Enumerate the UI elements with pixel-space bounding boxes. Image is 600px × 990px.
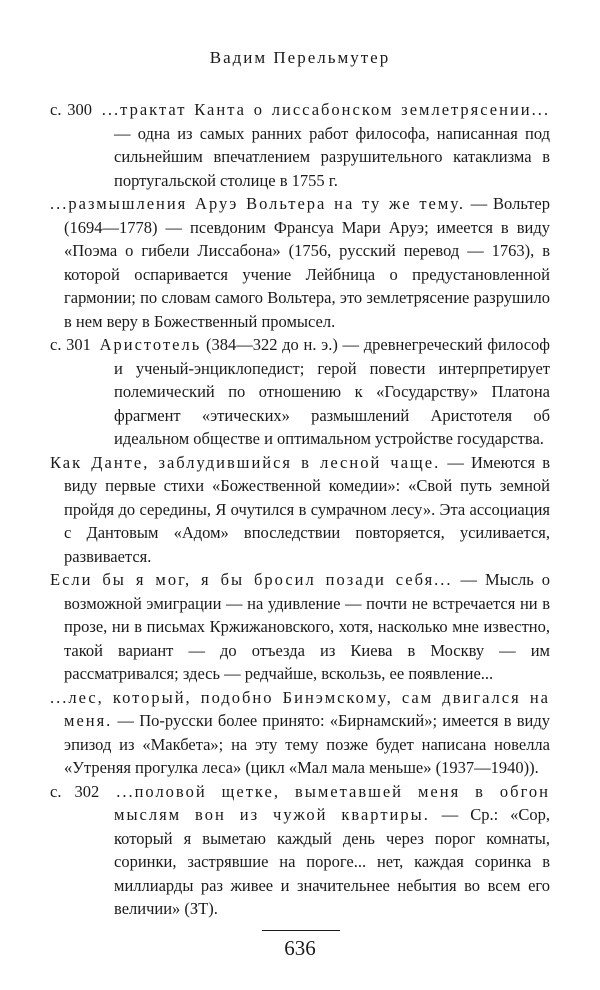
- note-entry: [50, 451, 550, 569]
- note-lemma: ...трактат Канта о лиссабонском землетрясении...: [101, 100, 550, 119]
- note-lemma: Если бы я мог, я бы бросил позади себя...: [50, 570, 453, 589]
- note-page-ref: с. 301: [50, 335, 91, 354]
- note-entry: [50, 686, 550, 780]
- note-entry: [50, 568, 550, 686]
- note-page-ref: с. 302: [50, 781, 100, 801]
- note-commentary: — Имеются в виду первые стихи «Божественной комедии»: «Свой путь земной пройдя до середины, Я очутился в сумрачном лесу». Эта ассоциация с Дантовым «Адом» впоследствии повторяется, усиливается, развивается.: [64, 452, 551, 566]
- note-commentary: — По-русски более принято: «Бирнамский»; имеется в виду эпизод из «Макбета»; на эту тему позже будет написана новелла «Утреняя прогулка леса» (цикл «Мал мала меньше» (1937—1940)).: [64, 711, 550, 777]
- note-lemma: Как Данте, заблудившийся в лесной чаще.: [50, 452, 441, 472]
- note-lemma: ...лес, который, подобно Бинэмскому, сам двигался на меня.: [50, 687, 550, 730]
- note-entry: [50, 192, 550, 333]
- note-entry: [50, 780, 550, 921]
- note-entry: [50, 98, 550, 192]
- folio-rule: [262, 930, 340, 931]
- note-lemma: Аристотель: [99, 335, 202, 354]
- note-commentary: — Ср.: «Сор, который я выметаю каждый день через порог комнаты, соринки, застрявшие на пороге... нет, каждая соринка в миллиарды раз живее и значительнее небытия во всем его величии» (ЗТ).: [114, 805, 550, 918]
- note-commentary: — Мысль о возможной эмиграции — на удивление — почти не встречается ни в прозе, ни в письмах Кржижановского, хотя, насколько мне известно, такой вариант — до отъезда из Киева в Москву — им рассматривался; здесь — редчайше, вскользь, ее появление...: [64, 570, 550, 683]
- note-commentary: — Вольтер (1694—1778) — псевдоним Франсуа Мари Аруэ; имеется в виду «Поэма о гибели Лиссабона» (1756, русский перевод — 1763), в которой оспаривается учение Лейбница о предустановленной гармонии; по словам самого Вольтера, это землетрясение разрушило в нем веру в Божественный промысел.: [64, 194, 550, 331]
- running-head: Вадим Перельмутер: [209, 48, 391, 67]
- note-entry: [50, 333, 550, 451]
- note-lemma: ...размышления Аруэ Вольтера на ту же тему.: [50, 194, 466, 213]
- note-commentary: (384—322 до н. э.) — древнегреческий философ и ученый-энциклопедист; герой повести интерпретирует полемический по отношению к «Государству» Платона фрагмент «этических» размышлений Аристотеля об идеальном обществе и оптимальном устройстве государства.: [114, 335, 551, 448]
- note-page-ref: с. 300: [50, 100, 92, 119]
- notes-list: [50, 98, 550, 921]
- note-lemma: ...половой щетке, выметавшей меня в обгон мыслям вон из чужой квартиры.: [114, 781, 551, 824]
- page-number: 636: [284, 936, 316, 960]
- note-commentary: — одна из самых ранних работ философа, написанная под сильнейшим впечатлением разрушительного катаклизма в португальской столице в 1755 г.: [114, 123, 550, 190]
